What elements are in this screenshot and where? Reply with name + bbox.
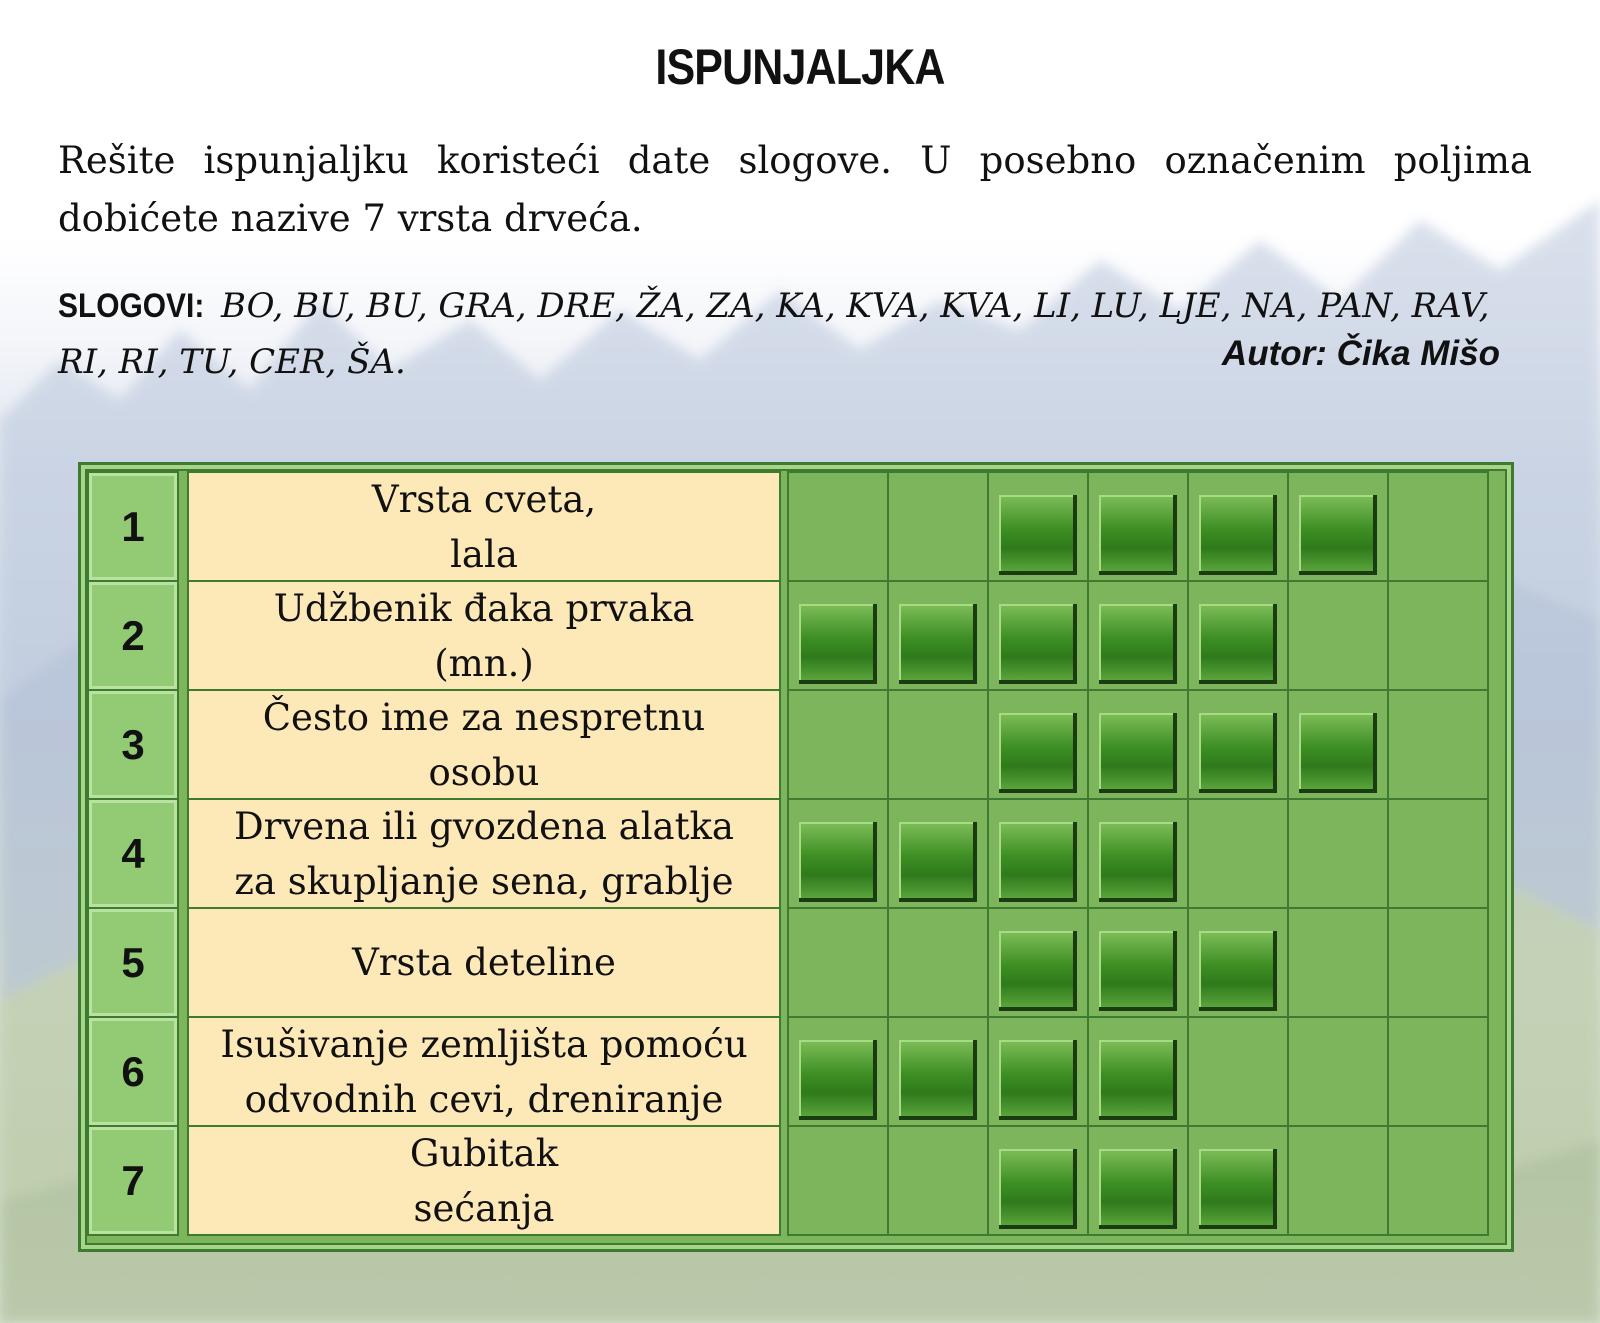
answer-cell[interactable] — [887, 471, 989, 582]
answer-cell[interactable] — [887, 689, 989, 800]
highlighted-answer-cell[interactable] — [1087, 689, 1189, 800]
clue-text: Isušivanje zemljišta pomoću odvodnih cevi, dreniranje — [187, 1016, 781, 1127]
answer-cell[interactable] — [1287, 580, 1389, 691]
highlighted-answer-cell[interactable] — [787, 1016, 889, 1127]
row-number: 2 — [87, 580, 179, 691]
highlighted-answer-cell[interactable] — [987, 471, 1089, 582]
answer-cell[interactable] — [1287, 798, 1389, 909]
answer-cell[interactable] — [787, 471, 889, 582]
row-number: 6 — [87, 1016, 179, 1127]
highlighted-answer-cell[interactable] — [1187, 907, 1289, 1018]
highlighted-answer-cell[interactable] — [1287, 689, 1389, 800]
clue-text: Gubitak sećanja — [187, 1125, 781, 1236]
highlighted-answer-cell[interactable] — [1087, 471, 1189, 582]
highlighted-answer-cell[interactable] — [887, 580, 989, 691]
syllables-list: BO, BU, BU, GRA, DRE, ŽA, ZA, KA, KVA, KVA, LI, LU, LJE, NA, PAN, RAV, RI, RI, TU, CER, ŠA. — [58, 286, 1490, 382]
answer-cell[interactable] — [887, 1125, 989, 1236]
puzzle-row — [87, 580, 1505, 691]
highlighted-answer-cell[interactable] — [987, 798, 1089, 909]
answer-cell[interactable] — [1187, 798, 1289, 909]
fill-in-puzzle-grid — [78, 462, 1514, 1252]
highlighted-answer-cell[interactable] — [887, 798, 989, 909]
puzzle-row — [87, 1125, 1505, 1236]
answer-cell[interactable] — [787, 1125, 889, 1236]
highlighted-answer-cell[interactable] — [1187, 689, 1289, 800]
syllables-label: SLOGOVI: — [58, 287, 205, 325]
answer-cell[interactable] — [1387, 907, 1489, 1018]
highlighted-answer-cell[interactable] — [1087, 907, 1189, 1018]
highlighted-answer-cell[interactable] — [1087, 798, 1189, 909]
answer-cell[interactable] — [1187, 1016, 1289, 1127]
row-number: 1 — [87, 471, 179, 582]
highlighted-answer-cell[interactable] — [987, 580, 1089, 691]
answer-cell[interactable] — [1387, 1125, 1489, 1236]
puzzle-row — [87, 689, 1505, 800]
answer-cell[interactable] — [787, 689, 889, 800]
clue-text: Udžbenik đaka prvaka (mn.) — [187, 580, 781, 691]
row-number: 4 — [87, 798, 179, 909]
answer-cell[interactable] — [1287, 1125, 1389, 1236]
highlighted-answer-cell[interactable] — [1087, 580, 1189, 691]
puzzle-row — [87, 471, 1505, 582]
row-number: 5 — [87, 907, 179, 1018]
highlighted-answer-cell[interactable] — [1187, 471, 1289, 582]
highlighted-answer-cell[interactable] — [787, 580, 889, 691]
answer-cell[interactable] — [1287, 1016, 1389, 1127]
answer-cell[interactable] — [1387, 580, 1489, 691]
author-credit: Autor: Čika Mišo — [1221, 334, 1500, 373]
highlighted-answer-cell[interactable] — [987, 1016, 1089, 1127]
clue-text: Vrsta deteline — [187, 907, 781, 1018]
highlighted-answer-cell[interactable] — [987, 1125, 1089, 1236]
answer-cell[interactable] — [1387, 1016, 1489, 1127]
puzzle-row — [87, 907, 1505, 1018]
highlighted-answer-cell[interactable] — [1287, 471, 1389, 582]
row-number: 3 — [87, 689, 179, 800]
answer-cell[interactable] — [1387, 471, 1489, 582]
highlighted-answer-cell[interactable] — [1187, 580, 1289, 691]
highlighted-answer-cell[interactable] — [1187, 1125, 1289, 1236]
page-title: ISPUNJALJKA — [655, 39, 945, 95]
clue-text: Drvena ili gvozdena alatka za skupljanje sena, grablje — [187, 798, 781, 909]
answer-cell[interactable] — [1287, 907, 1389, 1018]
answer-cell[interactable] — [887, 907, 989, 1018]
highlighted-answer-cell[interactable] — [887, 1016, 989, 1127]
highlighted-answer-cell[interactable] — [1087, 1125, 1189, 1236]
highlighted-answer-cell[interactable] — [787, 798, 889, 909]
highlighted-answer-cell[interactable] — [987, 907, 1089, 1018]
puzzle-row — [87, 1016, 1505, 1127]
highlighted-answer-cell[interactable] — [1087, 1016, 1189, 1127]
answer-cell[interactable] — [1387, 798, 1489, 909]
instructions-text: Rešite ispunjaljku koristeći date slogove. U posebno označenim poljima dobićete nazive 7 vrsta drveća. — [58, 139, 1532, 240]
highlighted-answer-cell[interactable] — [987, 689, 1089, 800]
answer-cell[interactable] — [1387, 689, 1489, 800]
puzzle-row — [87, 798, 1505, 909]
clue-text: Vrsta cveta, lala — [187, 471, 781, 582]
row-number: 7 — [87, 1125, 179, 1236]
answer-cell[interactable] — [787, 907, 889, 1018]
clue-text: Često ime za nespretnu osobu — [187, 689, 781, 800]
